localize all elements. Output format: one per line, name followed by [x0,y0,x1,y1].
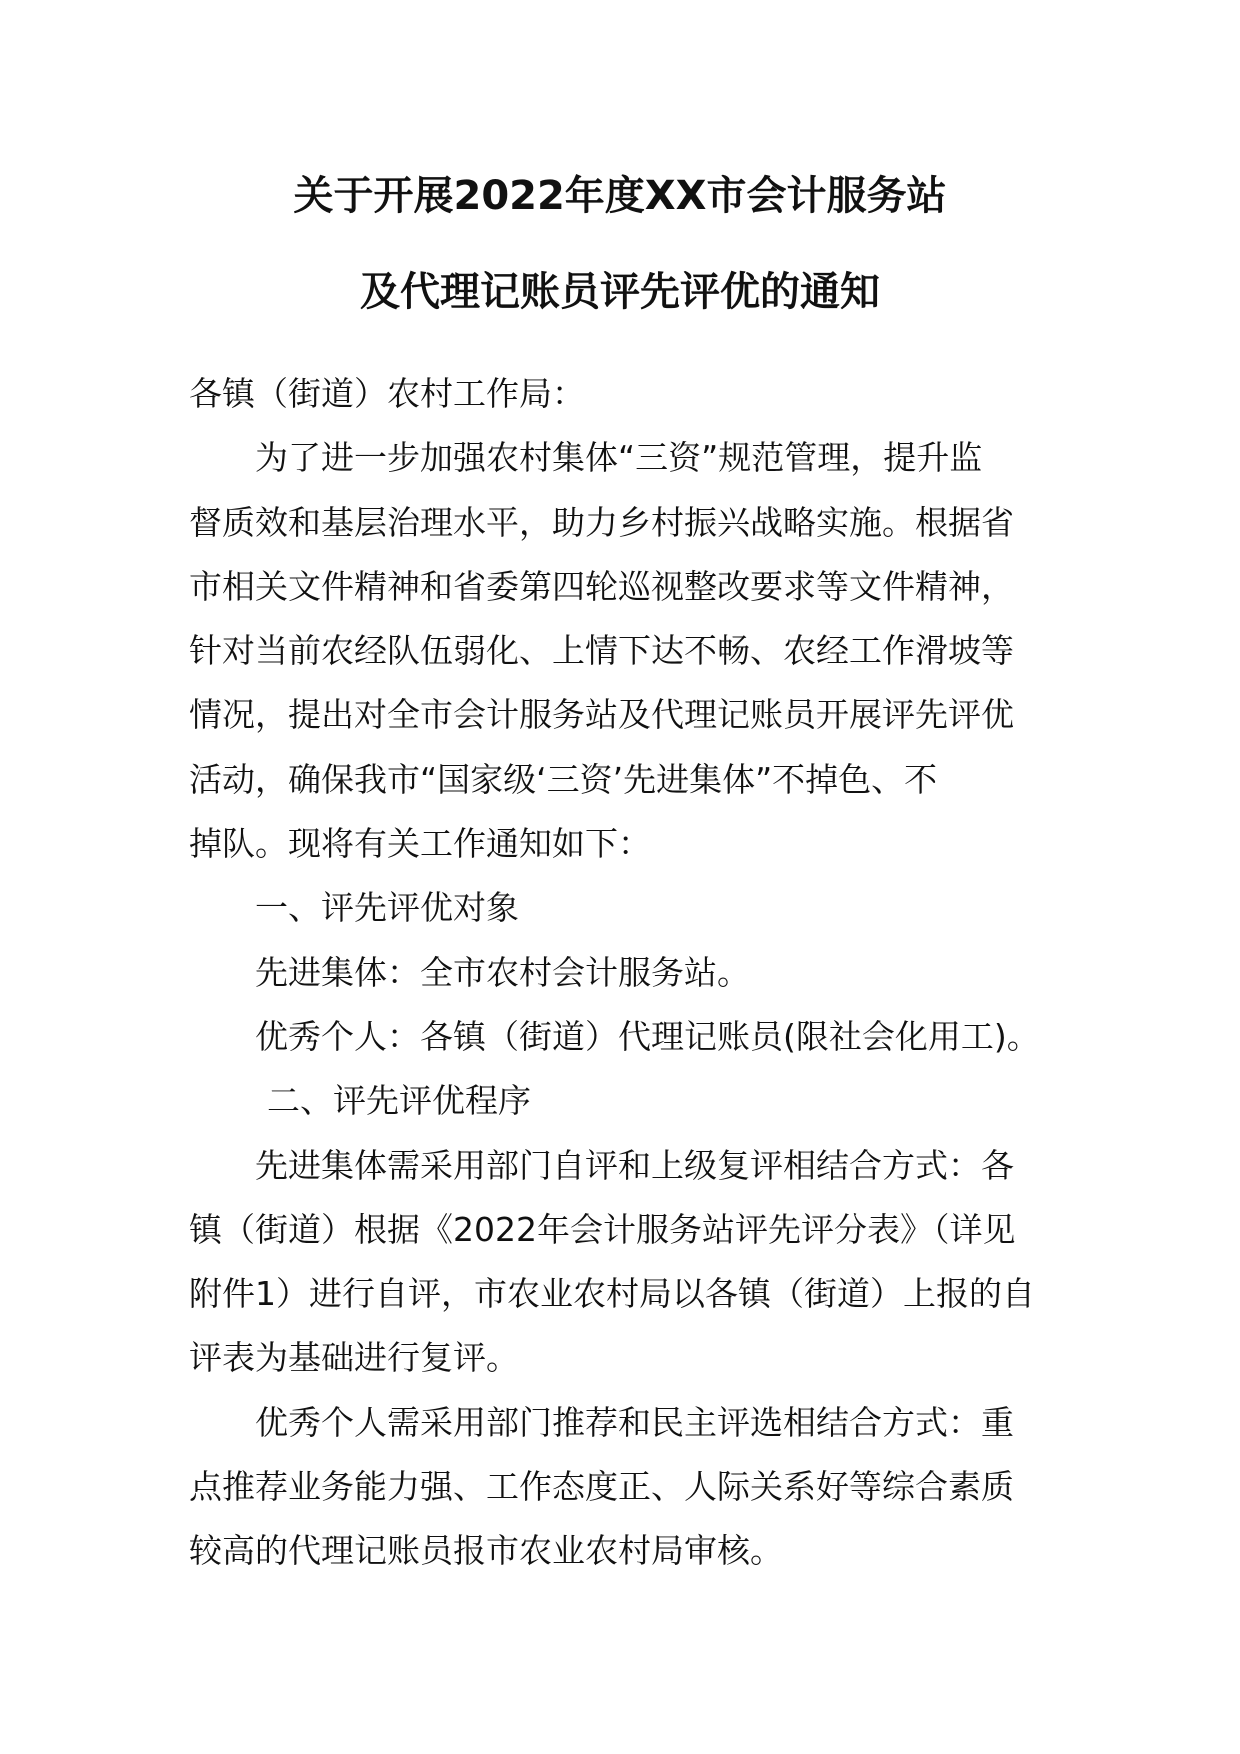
intro-line-1: 为了进一步加强农村集体“三资”规范管理，提升监 [255,438,983,478]
intro-line-5: 情况，提出对全市会计服务站及代理记账员开展评先评优 [189,695,1014,735]
procedure-para2-line-3: 较高的代理记账员报市农业农村局审核。 [189,1531,783,1571]
section-heading-objects: 一、评先评优对象 [255,888,519,928]
intro-line-3: 市相关文件精神和省委第四轮巡视整改要求等文件精神， [189,566,1014,606]
intro-line-4: 针对当前农经队伍弱化、上情下达不畅、农经工作滑坡等 [189,631,1014,671]
intro-line-7: 掉队。现将有关工作通知如下： [189,824,651,864]
intro-line-6: 活动，确保我市“国家级‘三资’先进集体”不掉色、不 [189,759,938,799]
procedure-para1-line-4: 评表为基础进行复评。 [189,1338,519,1378]
advanced-collective-text: 先进集体：全市农村会计服务站。 [255,952,750,992]
document-title-line-2: 及代理记账员评先评优的通知 [360,269,880,315]
procedure-para2-line-1: 优秀个人需采用部门推荐和民主评选相结合方式：重 [255,1402,1014,1442]
procedure-para1-line-3: 附件1）进行自评，市农业农村局以各镇（街道）上报的自 [189,1274,1035,1314]
procedure-para1-line-2: 镇（街道）根据《2022年会计服务站评先评分表》（详见 [189,1209,1016,1249]
section-heading-procedure: 二、评先评优程序 [267,1081,531,1121]
document-title-line-1: 关于开展2022年度XX市会计服务站 [293,173,947,219]
document-body [189,362,1059,1584]
procedure-para2-line-2: 点推荐业务能力强、工作态度正、人际关系好等综合素质 [189,1467,1014,1507]
intro-line-2: 督质效和基层治理水平，助力乡村振兴战略实施。根据省 [189,502,1014,542]
procedure-para1-line-1: 先进集体需采用部门自评和上级复评相结合方式：各 [255,1145,1014,1185]
excellent-individual-text: 优秀个人：各镇（街道）代理记账员(限社会化用工)。 [255,1016,1040,1056]
salutation: 各镇（街道）农村工作局： [189,374,585,413]
